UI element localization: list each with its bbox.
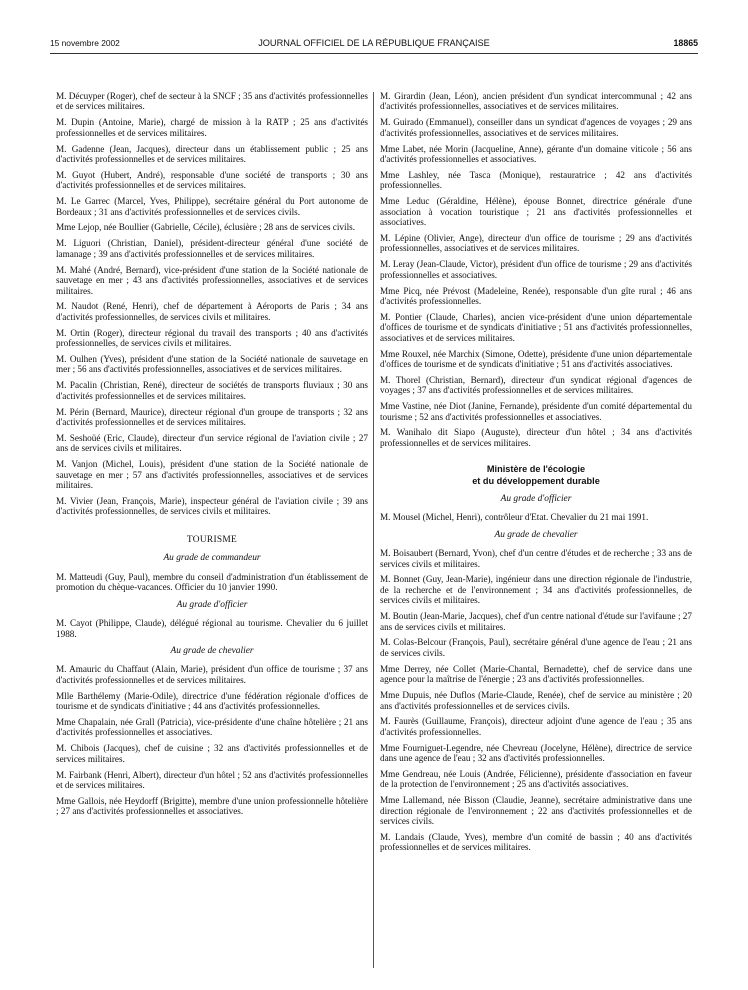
ministry-heading [380, 464, 692, 486]
decree-entry: M. Gadenne (Jean, Jacques), directeur dans un établissement public ; 25 ans d'activités professionnelles et de services militaires. [56, 143, 368, 165]
decree-entry: Mme Gendreau, née Louis (Andrée, Félicienne), présidente d'association en faveur de la protection de l'environnement ; 25 ans d'activités associatives. [380, 768, 692, 790]
ministry-line: Ministère de l'écologie [486, 464, 586, 475]
decree-entry: Mme Lallemand, née Bisson (Claudie, Jeanne), secrétaire administrative dans une direction régionale de l'environnement ; 22 ans d'activités professionnelles et de services civils. [380, 795, 692, 827]
header-rule [50, 53, 698, 54]
decree-entry: M. Pontier (Claude, Charles), ancien vice-président d'une union départementale d'offices de tourisme et de syndicats d'initiative ; 51 ans d'activités professionnelles, associatives et de services militaires. [380, 311, 692, 343]
decree-entry: M. Mousel (Michel, Henri), contrôleur d'Etat. Chevalier du 21 mai 1991. [380, 512, 649, 523]
ministry-line: et du développement durable [472, 475, 600, 486]
decree-entry: Mme Leduc (Géraldine, Hélène), épouse Bonnet, directrice générale d'une association à vocation touristique ; 21 ans d'activités professionnelles et associatives. [380, 196, 692, 228]
decree-entry: M. Décuyper (Roger), chef de secteur à la SNCF ; 35 ans d'activités professionnelles et de services militaires. [56, 91, 368, 112]
decree-entry: M. Vanjon (Michel, Louis), président d'une station de la Société nationale de sauvetage en mer ; 57 ans d'activités professionnelles, associatives et de services militaires. [56, 459, 368, 491]
decree-entry: M. Wanihalo dit Siapo (Auguste), directeur d'un hôtel ; 34 ans d'activités professionnelles et de services militaires. [380, 427, 692, 448]
decree-entry: M. Matteudi (Guy, Paul), membre du conseil d'administration d'un établissement de promotion du chèque-vacances. Officier du 10 janvier 1990. [56, 571, 368, 593]
decree-entry: M. Guyot (Hubert, André), responsable d'une société de transports ; 30 ans d'activités professionnelles et de services militaires. [56, 169, 368, 191]
grade-heading: Au grade de chevalier [170, 645, 254, 656]
decree-entry: M. Périn (Bernard, Maurice), directeur régional d'un groupe de transports ; 32 ans d'activités professionnelles et de services militaires. [56, 406, 368, 428]
column-divider [373, 92, 374, 968]
decree-entry: M. Chibois (Jacques), chef de cuisine ; 32 ans d'activités professionnelles et de services militaires. [56, 743, 368, 764]
decree-entry: M. Leray (Jean-Claude, Victor), président d'un office de tourisme ; 29 ans d'activités professionnelles et associatives. [380, 259, 692, 280]
decree-entry: M. Naudot (René, Henri), chef de département à Aéroports de Paris ; 34 ans d'activités professionnelles, de services civils et militaires. [56, 301, 368, 322]
decree-entry: M. Fairbank (Henri, Albert), directeur d'un hôtel ; 52 ans d'activités professionnelles et de services militaires. [56, 769, 368, 791]
decree-entry: M. Bonnet (Guy, Jean-Marie), ingénieur dans une direction régionale de l'industrie, de la recherche et de l'environnement ; 34 ans d'activités professionnelles, de services civils et militaires. [380, 574, 692, 606]
decree-entry: Mme Chapalain, née Grall (Patricia), vice-présidente d'une chaîne hôtelière ; 21 ans d'activités professionnelles et associatives. [56, 717, 368, 738]
decree-entry: M. Amauric du Chaffaut (Alain, Marie), président d'un office de tourisme ; 37 ans d'activités professionnelles et de services militaires. [56, 664, 368, 685]
entries-list [56, 91, 368, 517]
decree-entry: M. Vivier (Jean, François, Marie), inspecteur général de l'aviation civile ; 39 ans d'activités professionnelles, de services civils et militaires. [56, 495, 368, 517]
decree-entry: M. Le Garrec (Marcel, Yves, Philippe), secrétaire général du Port autonome de Bordeaux ; 31 ans d'activités professionnelles et de services civils. [56, 196, 368, 217]
decree-entry: Mme Lejop, née Boullier (Gabrielle, Cécile), éclusière ; 28 ans de services civils. [56, 222, 355, 233]
decree-entry: M. Mahé (André, Bernard), vice-président d'une station de la Société nationale de sauvetage en mer ; 43 ans d'activités professionnelles, associatives et de services militaires. [56, 264, 368, 296]
decree-entry: M. Girardin (Jean, Léon), ancien président d'un syndicat intercommunal ; 42 ans d'activités professionnelles, associatives et de services militaires. [380, 91, 692, 112]
decree-entry: Mme Gallois, née Heydorff (Brigitte), membre d'une union professionnelle hôtelière ; 27 ans d'activités professionnelles et associatives. [56, 795, 368, 817]
decree-entry: M. Seshoüé (Eric, Claude), directeur d'un service régional de l'aviation civile ; 27 ans de services civils et militaires. [56, 432, 368, 454]
right-column [380, 91, 692, 858]
decree-entry: M. Oulhen (Yves), président d'une station de la Société nationale de sauvetage en mer ; 56 ans d'activités professionnelles, associatives et de services militaires. [56, 353, 368, 375]
journal-title: JOURNAL OFFICIEL DE LA RÉPUBLIQUE FRANÇAISE [258, 38, 490, 48]
decree-entry: Mme Fourniguet-Legendre, née Chevreau (Jocelyne, Hélène), directrice de service dans une agence de l'eau ; 32 ans d'activités professionnelles. [380, 742, 692, 764]
grade-heading: Au grade de chevalier [494, 529, 578, 540]
grade-heading: Au grade d'officier [176, 599, 248, 610]
decree-entry: Mme Dupuis, née Duflos (Marie-Claude, Renée), chef de service au ministère ; 20 ans d'activités professionnelles et de services civils. [380, 690, 692, 711]
decree-entry: M. Cayot (Philippe, Claude), délégué régional au tourisme. Chevalier du 6 juillet 1988. [56, 618, 368, 639]
header-date: 15 novembre 2002 [50, 38, 120, 48]
decree-entry: Mme Vastine, née Diot (Janine, Fernande), présidente d'un comité départemental du tourisme ; 52 ans d'activités professionnelles et associatives. [380, 401, 692, 422]
decree-entry: M. Landais (Claude, Yves), membre d'un comité de bassin ; 40 ans d'activités professionnelles et de services militaires. [380, 832, 692, 853]
entries-list [56, 664, 368, 816]
entries-list [380, 91, 692, 448]
decree-entry: Mme Picq, née Prévost (Madeleine, Renée), responsable d'un gîte rural ; 46 ans d'activités professionnelles. [380, 285, 692, 306]
section-heading: TOURISME [186, 534, 238, 545]
decree-entry: M. Lépine (Olivier, Ange), directeur d'un office de tourisme ; 29 ans d'activités professionnelles, associatives et de services militaires. [380, 232, 692, 254]
entries-list [380, 512, 692, 522]
decree-entry: M. Boisaubert (Bernard, Yvon), chef d'un centre d'études et de recherche ; 33 ans de services civils et militaires. [380, 548, 692, 569]
grade-heading: Au grade d'officier [500, 493, 572, 504]
decree-entry: M. Guirado (Emmanuel), conseiller dans un syndicat d'agences de voyages ; 29 ans d'activités professionnelles, associatives et de services militaires. [380, 117, 692, 138]
decree-entry: Mlle Barthélemy (Marie-Odile), directrice d'une fédération régionale d'offices de tourisme et de syndicats d'initiative ; 44 ans d'activités professionnelles. [56, 690, 368, 712]
decree-entry: Mme Rouxel, née Marchix (Simone, Odette), présidente d'une union départementale d'offices de tourisme et de syndicats d'initiative ; 51 ans d'activités associatives. [380, 348, 692, 370]
decree-entry: M. Ortin (Roger), directeur régional du travail des transports ; 40 ans d'activités professionnelles, de services civils et militaires. [56, 327, 368, 349]
decree-entry: Mme Derrey, née Collet (Marie-Chantal, Bernadette), chef de service dans une agence pour la maîtrise de l'énergie ; 23 ans d'activités professionnelles. [380, 663, 692, 685]
decree-entry: Mme Lashley, née Tasca (Monique), restauratrice ; 42 ans d'activités professionnelles. [380, 169, 692, 191]
entries-list [56, 572, 368, 593]
decree-entry: M. Boutin (Jean-Marie, Jacques), chef d'un centre national d'étude sur l'avifaune ; 27 ans de services civils et militaires. [380, 611, 692, 632]
decree-entry: Mme Labet, née Morin (Jacqueline, Anne), gérante d'un domaine viticole ; 56 ans d'activités professionnelles et associatives. [380, 143, 692, 165]
page-number: 18865 [673, 38, 698, 48]
decree-entry: M. Thorel (Christian, Bernard), directeur d'un syndicat régional d'agences de voyages ; 37 ans d'activités professionnelles et de services militaires. [380, 374, 692, 396]
decree-entry: M. Pacalin (Christian, René), directeur de sociétés de transports fluviaux ; 30 ans d'activités professionnelles et de services militaires. [56, 380, 368, 401]
decree-entry: M. Dupin (Antoine, Marie), chargé de mission à la RATP ; 25 ans d'activités professionnelles et de services militaires. [56, 117, 368, 138]
left-column [56, 91, 368, 822]
page-header [50, 38, 698, 50]
grade-heading: Au grade de commandeur [163, 553, 261, 564]
decree-entry: M. Faurès (Guillaume, François), directeur adjoint d'une agence de l'eau ; 35 ans d'activités professionnelles. [380, 716, 692, 737]
decree-entry: M. Liguori (Christian, Daniel), président-directeur général d'une société de lamanage ; 39 ans d'activités professionnelles et de services militaires. [56, 238, 368, 259]
decree-entry: M. Colas-Belcour (François, Paul), secrétaire général d'une agence de l'eau ; 21 ans de services civils. [380, 637, 692, 658]
entries-list [380, 548, 692, 853]
entries-list [56, 618, 368, 639]
